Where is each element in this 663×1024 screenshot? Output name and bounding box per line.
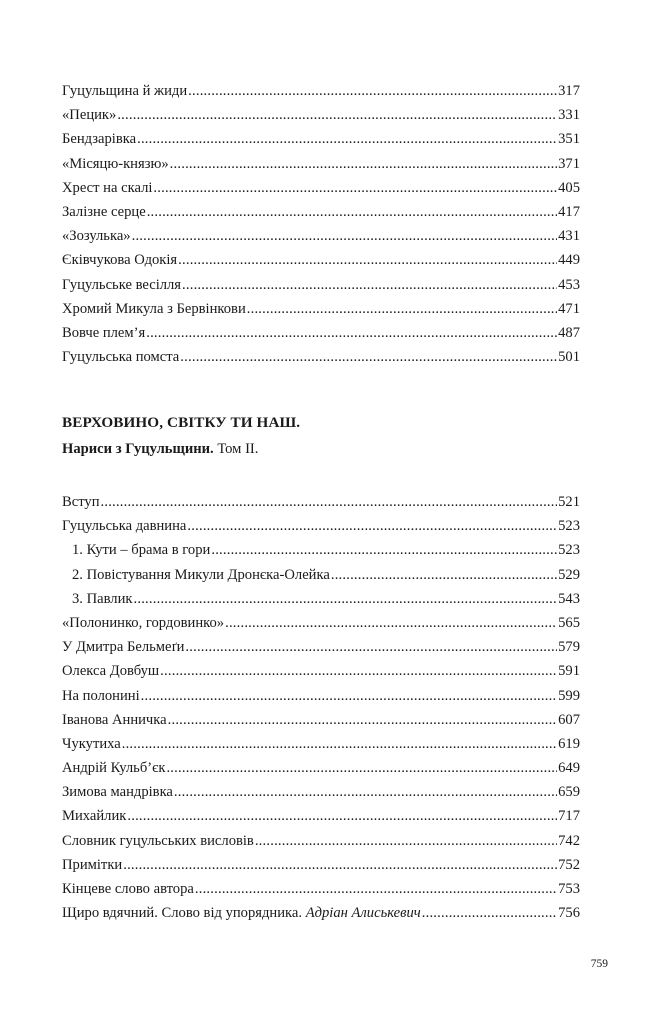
toc-entry-page: 591 bbox=[558, 663, 580, 680]
toc-entry[interactable] bbox=[62, 659, 580, 683]
toc-leader-dots bbox=[146, 321, 557, 345]
toc-leader-dots bbox=[166, 756, 557, 780]
toc-entry[interactable] bbox=[62, 514, 580, 538]
toc-leader-dots bbox=[170, 152, 557, 176]
section-subtitle-volume: Том ІІ. bbox=[213, 441, 259, 457]
toc-entry[interactable] bbox=[62, 756, 580, 780]
toc-leader-dots bbox=[174, 780, 557, 804]
toc-entry-title: Михайлик bbox=[62, 808, 127, 825]
toc-leader-dots bbox=[188, 79, 557, 103]
toc-entry[interactable] bbox=[62, 490, 580, 514]
toc-leader-dots bbox=[255, 829, 557, 853]
toc-entry-page: 742 bbox=[558, 832, 580, 849]
toc-leader-dots bbox=[123, 853, 557, 877]
toc-entry-title: Кінцеве слово автора bbox=[62, 881, 194, 897]
toc-entry-page: 607 bbox=[558, 711, 580, 728]
toc-leader-dots bbox=[168, 708, 557, 732]
toc-entry-page: 619 bbox=[558, 735, 580, 752]
toc-entry-page: 317 bbox=[558, 83, 580, 99]
toc-leader-dots bbox=[195, 877, 557, 901]
toc-entry-title: Примітки bbox=[62, 856, 123, 873]
toc-leader-dots bbox=[147, 200, 557, 224]
toc-entry-title: Вступ bbox=[62, 494, 100, 510]
toc-entry-title: На полонині bbox=[62, 687, 140, 704]
toc-entry-title: Хромий Микула з Бервінкови bbox=[62, 300, 246, 317]
toc-subentry[interactable] bbox=[62, 563, 580, 587]
toc-entry-title: «Полонинко, гордовинко» bbox=[62, 614, 225, 631]
toc-entry-page: 431 bbox=[558, 228, 580, 245]
toc-entry-page: 405 bbox=[558, 179, 580, 196]
toc-entry-title: Словник гуцульських висловів bbox=[62, 832, 254, 849]
toc-leader-dots bbox=[211, 538, 557, 562]
toc-entry-title: Чукутиха bbox=[62, 735, 121, 752]
toc-entry-page: 521 bbox=[558, 494, 580, 510]
toc-entry-title: 3. Павлик bbox=[72, 590, 133, 607]
toc-entry-title: Андрій Кульб’єк bbox=[62, 760, 166, 777]
toc-entry-page: 471 bbox=[558, 300, 580, 317]
toc-entry-page: 753 bbox=[558, 881, 580, 897]
toc-entry-page: 579 bbox=[558, 639, 580, 656]
toc-leader-dots bbox=[180, 345, 557, 369]
toc-entry[interactable] bbox=[62, 853, 580, 877]
toc-leader-dots bbox=[141, 684, 557, 708]
toc-entry-page: 543 bbox=[558, 590, 580, 607]
toc-leader-dots bbox=[132, 224, 558, 248]
page-number: 759 bbox=[590, 958, 608, 970]
toc-entry[interactable] bbox=[62, 635, 580, 659]
toc-entry-title: «Місяцю-князю» bbox=[62, 155, 169, 172]
toc-list-part-1 bbox=[62, 79, 580, 369]
toc-entry[interactable] bbox=[62, 297, 580, 321]
toc-entry[interactable] bbox=[62, 152, 580, 176]
toc-entry[interactable] bbox=[62, 780, 580, 804]
toc-entry-page: 523 bbox=[558, 542, 580, 559]
toc-entry[interactable] bbox=[62, 877, 580, 901]
toc-entry-author: Адріан Алиськевич bbox=[305, 905, 421, 922]
toc-entry-title: 1. Кути – брама в гори bbox=[72, 542, 211, 559]
toc-subentry[interactable] bbox=[62, 587, 580, 611]
toc-entry-page: 453 bbox=[558, 276, 580, 293]
toc-entry-title: Залізне серце bbox=[62, 203, 146, 220]
toc-leader-dots bbox=[137, 127, 557, 151]
toc-entry[interactable] bbox=[62, 224, 580, 248]
toc-entry[interactable] bbox=[62, 79, 580, 103]
toc-entry-title: Олекса Довбуш bbox=[62, 663, 160, 680]
toc-entry-page: 523 bbox=[558, 518, 580, 535]
toc-entry[interactable] bbox=[62, 103, 580, 127]
toc-leader-dots bbox=[122, 732, 557, 756]
toc-leader-dots bbox=[127, 804, 557, 828]
toc-leader-dots bbox=[185, 635, 557, 659]
toc-leader-dots bbox=[422, 901, 557, 925]
toc-leader-dots bbox=[101, 490, 558, 514]
toc-entry-title: Хрест на скалі bbox=[62, 179, 153, 196]
toc-entry[interactable] bbox=[62, 321, 580, 345]
toc-entry-page: 449 bbox=[558, 252, 580, 269]
toc-entry-page: 717 bbox=[558, 808, 580, 825]
section-subtitle-bold: Нариси з Гуцульщини. bbox=[62, 441, 214, 457]
toc-entry[interactable] bbox=[62, 901, 580, 925]
toc-leader-dots bbox=[117, 103, 557, 127]
toc-entry-page: 331 bbox=[558, 107, 580, 124]
toc-entry-title: Гуцульська давнина bbox=[62, 518, 187, 535]
toc-entry-page: 501 bbox=[558, 349, 580, 366]
toc-leader-dots bbox=[182, 273, 557, 297]
toc-entry[interactable] bbox=[62, 273, 580, 297]
toc-leader-dots bbox=[134, 587, 558, 611]
toc-entry-page: 752 bbox=[558, 856, 580, 873]
toc-entry[interactable] bbox=[62, 200, 580, 224]
toc-entry[interactable] bbox=[62, 708, 580, 732]
toc-entry-page: 649 bbox=[558, 760, 580, 777]
toc-leader-dots bbox=[160, 659, 557, 683]
toc-entry-title bbox=[62, 901, 421, 925]
toc-entry[interactable] bbox=[62, 611, 580, 635]
toc-entry-title: Гуцульське весілля bbox=[62, 276, 182, 293]
toc-entry-page: 756 bbox=[558, 905, 580, 922]
toc-entry-title: Гуцульська помста bbox=[62, 349, 180, 366]
toc-entry-page: 529 bbox=[558, 566, 580, 583]
toc-leader-dots bbox=[178, 248, 557, 272]
toc-entry-page: 351 bbox=[558, 131, 580, 148]
toc-entry-title: Єківчукова Одокія bbox=[62, 252, 178, 269]
toc-entry-title: Вовче плем’я bbox=[62, 324, 146, 341]
toc-entry-page: 565 bbox=[558, 614, 580, 631]
toc-entry-page: 417 bbox=[558, 203, 580, 220]
toc-entry[interactable] bbox=[62, 732, 580, 756]
toc-entry-title: Гуцульщина й жиди bbox=[62, 83, 188, 99]
section-title: ВЕРХОВИНО, СВІТКУ ТИ НАШ. bbox=[62, 414, 301, 431]
section-subtitle bbox=[62, 441, 258, 458]
toc-entry[interactable] bbox=[62, 829, 580, 853]
toc-entry[interactable] bbox=[62, 127, 580, 151]
toc-entry-page: 599 bbox=[558, 687, 580, 704]
toc-entry[interactable] bbox=[62, 684, 580, 708]
toc-leader-dots bbox=[225, 611, 557, 635]
toc-entry[interactable] bbox=[62, 176, 580, 200]
toc-entry-title: Бендзарівка bbox=[62, 131, 137, 148]
toc-entry-page: 371 bbox=[558, 155, 580, 172]
toc-entry-title: У Дмитра Бельмеґи bbox=[62, 639, 185, 656]
toc-entry-title: «Пецик» bbox=[62, 107, 117, 124]
toc-entry[interactable] bbox=[62, 248, 580, 272]
toc-leader-dots bbox=[331, 563, 557, 587]
toc-subentry[interactable] bbox=[62, 538, 580, 562]
toc-entry[interactable] bbox=[62, 345, 580, 369]
toc-entry-page: 659 bbox=[558, 784, 580, 801]
toc-entry-title: «Зозулька» bbox=[62, 228, 131, 245]
toc-entry-page: 487 bbox=[558, 324, 580, 341]
toc-entry-title: 2. Повістування Микули Дронєка-Олейка bbox=[72, 566, 330, 583]
toc-leader-dots bbox=[187, 514, 557, 538]
toc-entry[interactable] bbox=[62, 804, 580, 828]
toc-leader-dots bbox=[153, 176, 557, 200]
toc-leader-dots bbox=[247, 297, 557, 321]
toc-list-part-2 bbox=[62, 490, 580, 925]
toc-entry-title: Зимова мандрівка bbox=[62, 784, 173, 801]
toc-entry-title-text: Щиро вдячний. Слово від упорядника. bbox=[62, 905, 306, 922]
toc-entry-title: Іванова Анничка bbox=[62, 711, 167, 728]
